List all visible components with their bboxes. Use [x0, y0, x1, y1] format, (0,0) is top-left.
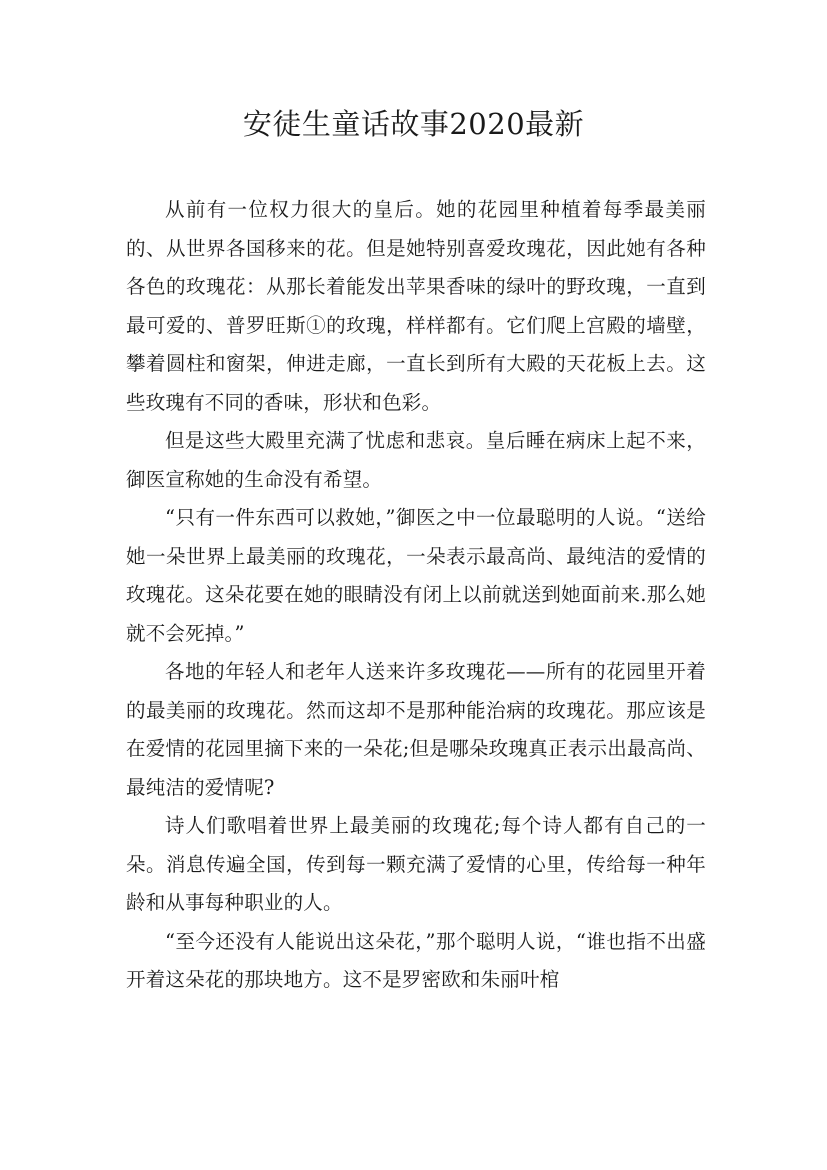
paragraph-2: 但是这些大殿里充满了忧虑和悲哀。皇后睡在病床上起不来，御医宣称她的生命没有希望。: [126, 429, 706, 491]
paragraph-3: “只有一件东西可以救她，”御医之中一位最聪明的人说。“送给她一朵世界上最美丽的玫瑰花，一朵表示最高尚、最纯洁的爱情的玫瑰花。这朵花要在她的眼睛没有闭上以前就送到她面前来.那么她就不会死掉。”: [126, 506, 706, 645]
paragraph-1: 从前有一位权力很大的皇后。她的花园里种植着每季最美丽的、从世界各国移来的花。但是她特别喜爱玫瑰花，因此她有各种各色的玫瑰花：从那长着能发出苹果香味的绿叶的野玫瑰，一直到最可爱的、普罗旺斯①的玫瑰，样样都有。它们爬上宫殿的墙壁，攀着圆柱和窗架，伸进走廊，一直长到所有大殿的天花板上去。这些玫瑰有不同的香味，形状和色彩。: [126, 198, 706, 414]
paragraph-5: 诗人们歌唱着世界上最美丽的玫瑰花;每个诗人都有自己的一朵。消息传遍全国，传到每一颗充满了爱情的心里，传给每一种年龄和从事每种职业的人。: [126, 814, 706, 914]
document-title: 安徒生童话故事2020最新: [242, 107, 585, 141]
paragraph-6: “至今还没有人能说出这朵花，”那个聪明人说，“谁也指不出盛开着这朵花的那块地方。这不是罗密欧和朱丽叶棺: [126, 929, 706, 991]
document-body: [126, 191, 706, 1000]
paragraph-4: 各地的年轻人和老年人送来许多玫瑰花——所有的花园里开着的最美丽的玫瑰花。然而这却不是那种能治病的玫瑰花。那应该是在爱情的花园里摘下来的一朵花;但是哪朵玫瑰真正表示出最高尚、最纯洁的爱情呢?: [126, 660, 706, 799]
